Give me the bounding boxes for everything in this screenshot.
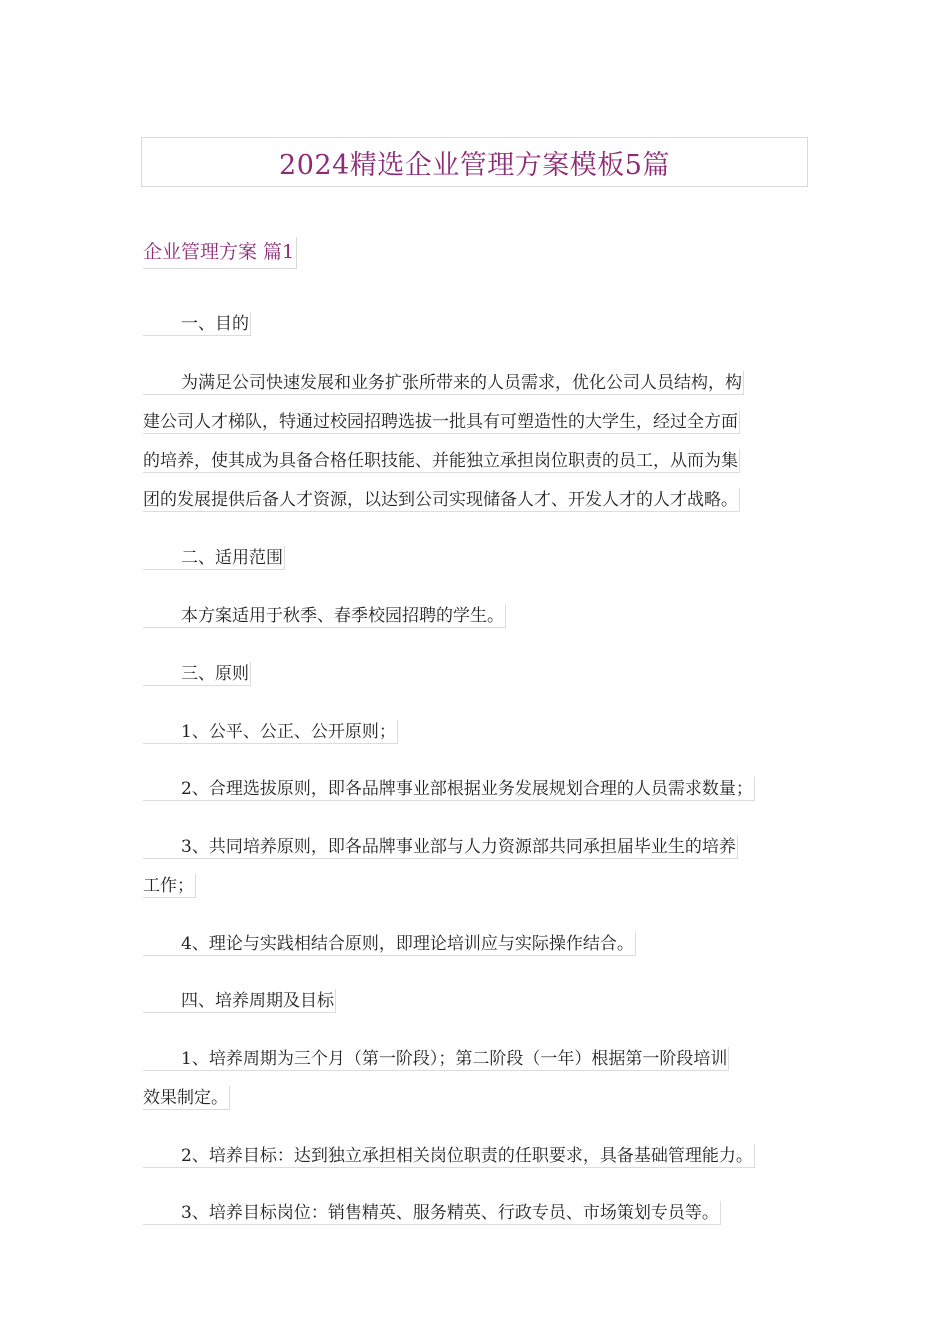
- paragraph-line: 团的发展提供后备人才资源，以达到公司实现储备人才、开发人才的人才战略。: [143, 490, 738, 510]
- list-item: 3、共同培养原则，即各品牌事业部与人力资源部共同承担届毕业生的培养: [143, 835, 738, 859]
- list-item: 2、合理选拔原则，即各品牌事业部根据业务发展规划合理的人员需求数量；: [143, 777, 755, 801]
- list-item: 2、培养目标：达到独立承担相关岗位职责的任职要求，具备基础管理能力。: [143, 1144, 755, 1168]
- heading-principles: 三、原则: [143, 662, 251, 686]
- list-item: 3、培养目标岗位：销售精英、服务精英、行政专员、市场策划专员等。: [143, 1201, 721, 1225]
- paragraph-line: 建公司人才梯队，特通过校园招聘选拔一批具有可塑造性的大学生，经过全方面: [143, 412, 738, 432]
- document-title-box: [141, 137, 808, 187]
- list-item: 4、理论与实践相结合原则，即理论培训应与实际操作结合。: [143, 932, 636, 956]
- paragraph-line: 为满足公司快速发展和业务扩张所带来的人员需求，优化公司人员结构，构: [143, 371, 744, 395]
- list-item-continuation: 工作；: [143, 876, 194, 896]
- heading-scope: 二、适用范围: [143, 546, 285, 570]
- document-title: 2024精选企业管理方案模板5篇: [279, 149, 670, 181]
- list-item-continuation: 效果制定。: [143, 1088, 228, 1108]
- section-heading: 企业管理方案 篇1: [143, 237, 297, 269]
- heading-cycle-goals: 四、培养周期及目标: [143, 989, 336, 1013]
- list-item: 1、培养周期为三个月（第一阶段）；第二阶段（一年）根据第一阶段培训: [143, 1047, 729, 1071]
- paragraph-line: 本方案适用于秋季、春季校园招聘的学生。: [143, 604, 506, 628]
- heading-purpose: 一、目的: [143, 312, 251, 336]
- list-item: 1、公平、公正、公开原则；: [143, 720, 398, 744]
- paragraph-line: 的培养，使其成为具备合格任职技能、并能独立承担岗位职责的员工，从而为集: [143, 451, 738, 471]
